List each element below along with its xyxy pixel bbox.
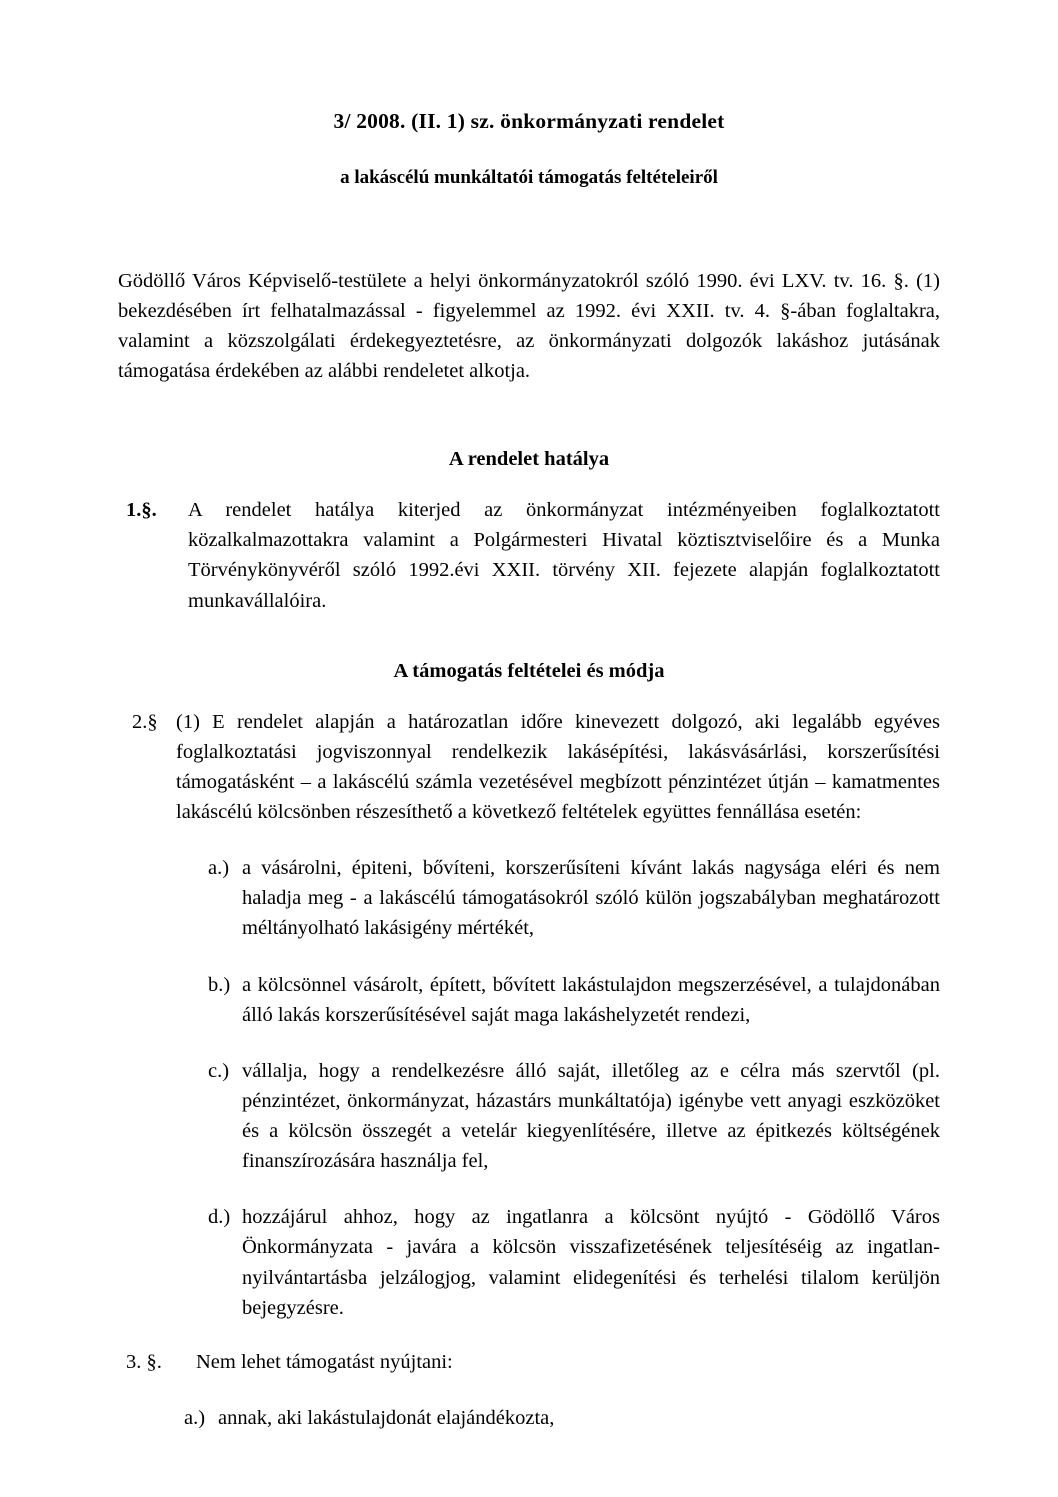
document-subtitle: a lakáscélú munkáltatói támogatás feltételeiről [340, 166, 718, 188]
list-item-label: c.) [208, 1059, 230, 1082]
list-item [208, 853, 940, 943]
clause-3-item-list [184, 1403, 940, 1433]
list-item-label: d.) [208, 1206, 231, 1229]
list-item-label: a.) [208, 857, 230, 880]
clause-2 [118, 707, 940, 828]
list-item-text: a vásárolni, épiteni, bővíteni, korszerűsíteni kívánt lakás nagysága eléri és nem haladja meg - a lakáscélú támogatásokról szóló külön jogszabályban meghatározott méltányolható lakásigény mértékét, [242, 857, 940, 940]
preamble-paragraph: Gödöllő Város Képviselő-testülete a helyi önkormányzatokról szóló 1990. évi LXV. tv. 16. §. (1) bekezdésében írt felhatalmazással - figyelemmel az 1992. évi XXII. tv. 4. §-ában foglaltakra, valamint a közszolgálati érdekegyeztetésre, az önkormányzati dolgozók lakáshoz jutásának támogatása érdekében az alábbi rendeletet alkotja. [118, 269, 940, 382]
clause-1 [118, 495, 940, 616]
section-heading-conditions: A támogatás feltételei és módja [393, 659, 665, 682]
clause-3-text: Nem lehet támogatást nyújtani: [196, 1350, 453, 1373]
list-item-text: annak, aki lakástulajdonát elajándékozta, [218, 1406, 555, 1429]
list-item [208, 1202, 940, 1323]
list-item-label: a.) [184, 1406, 206, 1429]
list-item-label: b.) [208, 973, 231, 996]
clause-3 [118, 1347, 940, 1377]
list-item-text: a kölcsönnel vásárolt, épített, bővített lakástulajdon megszerzésével, a tulajdonában álló lakás korszerűsítésével saját maga lakáshelyzetét rendezi, [242, 973, 940, 1026]
clause-2-text: (1) E rendelet alapján a határozatlan időre kinevezett dolgozó, aki legalább egyéves foglalkoztatási jogviszonnyal rendelkezik lakásépítési, lakásvásárlási, korszerűsítési támogatásként – a lakáscélú számla vezetésével megbízott pénzintézet útján – kamatmentes lakáscélú kölcsönben részesíthető a következő feltételek együttes fennállása esetén: [176, 710, 940, 823]
section-heading-scope: A rendelet hatálya [448, 448, 610, 471]
list-item-text: vállalja, hogy a rendelkezésre álló saját, illetőleg az e célra más szervtől (pl. pénzintézet, önkormányzat, házastárs munkáltatója) igénybe vett anyagi eszközöket és a kölcsön összegét a vetelár kiegyenlítésére, illetve az épitkezés költségének finanszírozására használja fel, [242, 1059, 940, 1173]
list-item [208, 970, 940, 1030]
clause-2-number: 2.§ [132, 710, 158, 733]
list-item-text: hozzájárul ahhoz, hogy az ingatlanra a kölcsönt nyújtó - Gödöllő Város Önkormányzata - javára a kölcsön visszafizetésének teljesítéséig az ingatlan-nyilvántartásba jelzálogjog, valamint elidegenítési és terhelési tilalom kerüljön bejegyzésre. [242, 1206, 940, 1319]
clause-2-item-list [208, 853, 940, 1323]
document-title: 3/ 2008. (II. 1) sz. önkormányzati rendelet [333, 109, 725, 133]
clause-1-number: 1.§. [126, 499, 157, 522]
clause-1-text: A rendelet hatálya kiterjed az önkormányzat intézményeiben foglalkoztatott közalkalmazottakra valamint a Polgármesteri Hivatal köztisztviselőire és a Munka Törvénykönyvéről szóló 1992.évi XXII. törvény XII. fejezete alapján foglalkoztatott munkavállalóira. [188, 499, 940, 612]
clause-3-number: 3. §. [126, 1350, 162, 1373]
list-item [208, 1056, 940, 1177]
list-item [184, 1403, 940, 1433]
